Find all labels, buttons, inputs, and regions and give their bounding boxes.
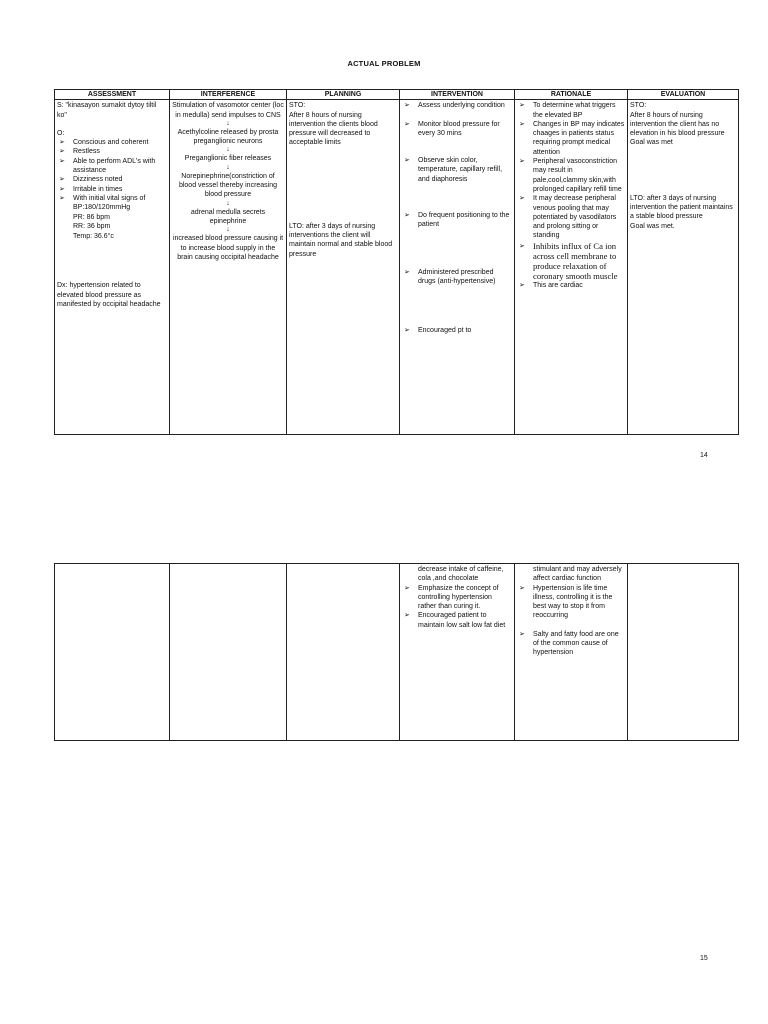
header-planning: PLANNING [287, 90, 400, 100]
interference-cell [170, 564, 287, 741]
header-intervention: INTERVENTION [400, 90, 515, 100]
rationale-cell [515, 100, 628, 435]
header-row [55, 90, 739, 100]
list-item: ➢ Peripheral vasoconstriction may result in pale,cool,clammy skin,with prolonged capillary refill time [517, 157, 625, 194]
pathophysiology-step: Preganglionic fiber releases [184, 155, 272, 163]
lto-goal: LTO: after 3 days of nursing interventions the client will maintain normal and stable blood pressure [289, 222, 393, 258]
list-item: ➢ This are cardiac [517, 281, 625, 290]
sto-label: STO: [289, 102, 306, 110]
list-item: ➢ Emphasize the concept of controlling hypertension rather than curing it. [402, 584, 512, 612]
vital-signs-intro: With initial vital signs of [73, 194, 146, 202]
list-item: ➢ Do frequent positioning to the patient [402, 211, 512, 230]
pathophysiology-step: Norepinephrine(constriction of blood vessel thereby increasing blood pressure [178, 172, 278, 199]
rationale-list [517, 584, 625, 658]
list-item [57, 194, 167, 241]
list-item: ➢ Salty and fatty food are one of the common cause of hypertension [517, 630, 625, 658]
down-arrow-icon: ↓ [226, 226, 230, 234]
sto-label: STO: [630, 102, 647, 110]
list-item: ➢ Observe skin color, temperature, capillary refill, and diaphoresis [402, 156, 512, 184]
list-item: ➢ Restless [57, 147, 167, 156]
list-item: ➢ Changes in BP may indicates chaages in patients status requiring prompt medical attention [517, 120, 625, 157]
care-plan-table-page-14 [54, 89, 739, 435]
list-item: ➢ Able to perform ADL's with assistance [57, 157, 167, 176]
intervention-cell [400, 100, 515, 435]
evaluation-cell [628, 564, 739, 741]
vital-rr: RR: 36 bpm [73, 222, 111, 230]
nursing-diagnosis: Dx: hypertension related to elevated blood pressure as manifested by occipital headache [57, 282, 161, 309]
list-item: ➢ Assess underlying condition [402, 101, 512, 110]
intervention-continued: decrease intake of caffeine, cola ,and chocolate [418, 566, 504, 583]
down-arrow-icon: ↓ [226, 146, 230, 154]
objective-list [57, 138, 167, 241]
pathophysiology-step: Stimulation of vasomotor center (loc in medulla) send impulses to CNS [172, 102, 284, 119]
vital-temp: Temp: 36.6°c [73, 233, 114, 241]
header-interference: INTERFERENCE [170, 90, 287, 100]
rationale-cell [515, 564, 628, 741]
sto-goal-status: Goal was met [630, 139, 673, 147]
rationale-list [517, 101, 625, 290]
subjective-data: S: "kinasayon sumakit dytoy tiltil ko" [57, 102, 157, 119]
document-title: ACTUAL PROBLEM [347, 59, 421, 68]
list-item: ➢ Irritable in times [57, 185, 167, 194]
list-item: ➢ Dizziness noted [57, 175, 167, 184]
objective-label: O: [57, 129, 65, 137]
intervention-list [402, 584, 512, 630]
list-item: ➢ It may decrease peripheral venous pooling that may potentiated by vasodilators and prolong sitting or standing [517, 194, 625, 240]
pathophysiology-step: increased blood pressure causing it to increase blood supply in the brain causing occipital headache [172, 235, 284, 261]
intervention-list [402, 101, 512, 335]
intervention-cell [400, 564, 515, 741]
interference-cell [170, 100, 287, 435]
assessment-cell [55, 564, 170, 741]
list-item: ➢ Conscious and coherent [57, 138, 167, 147]
page-number: 14 [700, 452, 708, 459]
list-item: ➢ Encouraged patient to maintain low salt low fat diet [402, 611, 512, 630]
rationale-continued: stimulant and may adversely affect cardiac function [533, 566, 622, 583]
list-item: ➢ To determine what triggers the elevated BP [517, 101, 625, 120]
planning-cell [287, 100, 400, 435]
list-item: ➢ Encouraged pt to [402, 326, 512, 335]
list-item: ➢ Hypertension is life time illness, controlling it is the best way to stop it from reoccurring [517, 584, 625, 621]
lto-goal-status: Goal was met. [630, 222, 675, 230]
list-item: ➢ Inhibits influx of Ca ion across cell membrane to produce relaxation of coronary smooth muscle [517, 241, 625, 281]
sto-evaluation: After 8 hours of nursing intervention the client has no elevation in his blood pressure [630, 111, 725, 138]
vital-bp: BP:180/120mmHg [73, 204, 131, 212]
page-number: 15 [700, 955, 708, 962]
pathophysiology-step: Acethylcoline released by prosta preganglionic neurons [177, 128, 279, 146]
care-plan-table-page-15 [54, 563, 739, 741]
list-item: ➢ Monitor blood pressure for every 30 mins [402, 120, 512, 139]
header-evaluation: EVALUATION [628, 90, 739, 100]
sto-goal: After 8 hours of nursing intervention the clients blood pressure will decreased to acceptable limits [289, 111, 378, 147]
table-row [55, 564, 739, 741]
planning-cell [287, 564, 400, 741]
list-item: ➢ Administered prescribed drugs (anti-hypertensive) [402, 268, 512, 287]
header-assessment: ASSESSMENT [55, 90, 170, 100]
header-rationale: RATIONALE [515, 90, 628, 100]
vital-pr: PR: 86 bpm [73, 213, 110, 221]
lto-evaluation: LTO: after 3 days of nursing intervention the patient maintains a stable blood pressure [630, 194, 733, 221]
assessment-cell [55, 100, 170, 435]
pathophysiology-step: adrenal medulla secrets epinephrine [190, 208, 266, 225]
table-row [55, 100, 739, 435]
down-arrow-icon: ↓ [226, 199, 230, 207]
down-arrow-icon: ↓ [226, 119, 230, 127]
evaluation-cell [628, 100, 739, 435]
down-arrow-icon: ↓ [226, 163, 230, 171]
